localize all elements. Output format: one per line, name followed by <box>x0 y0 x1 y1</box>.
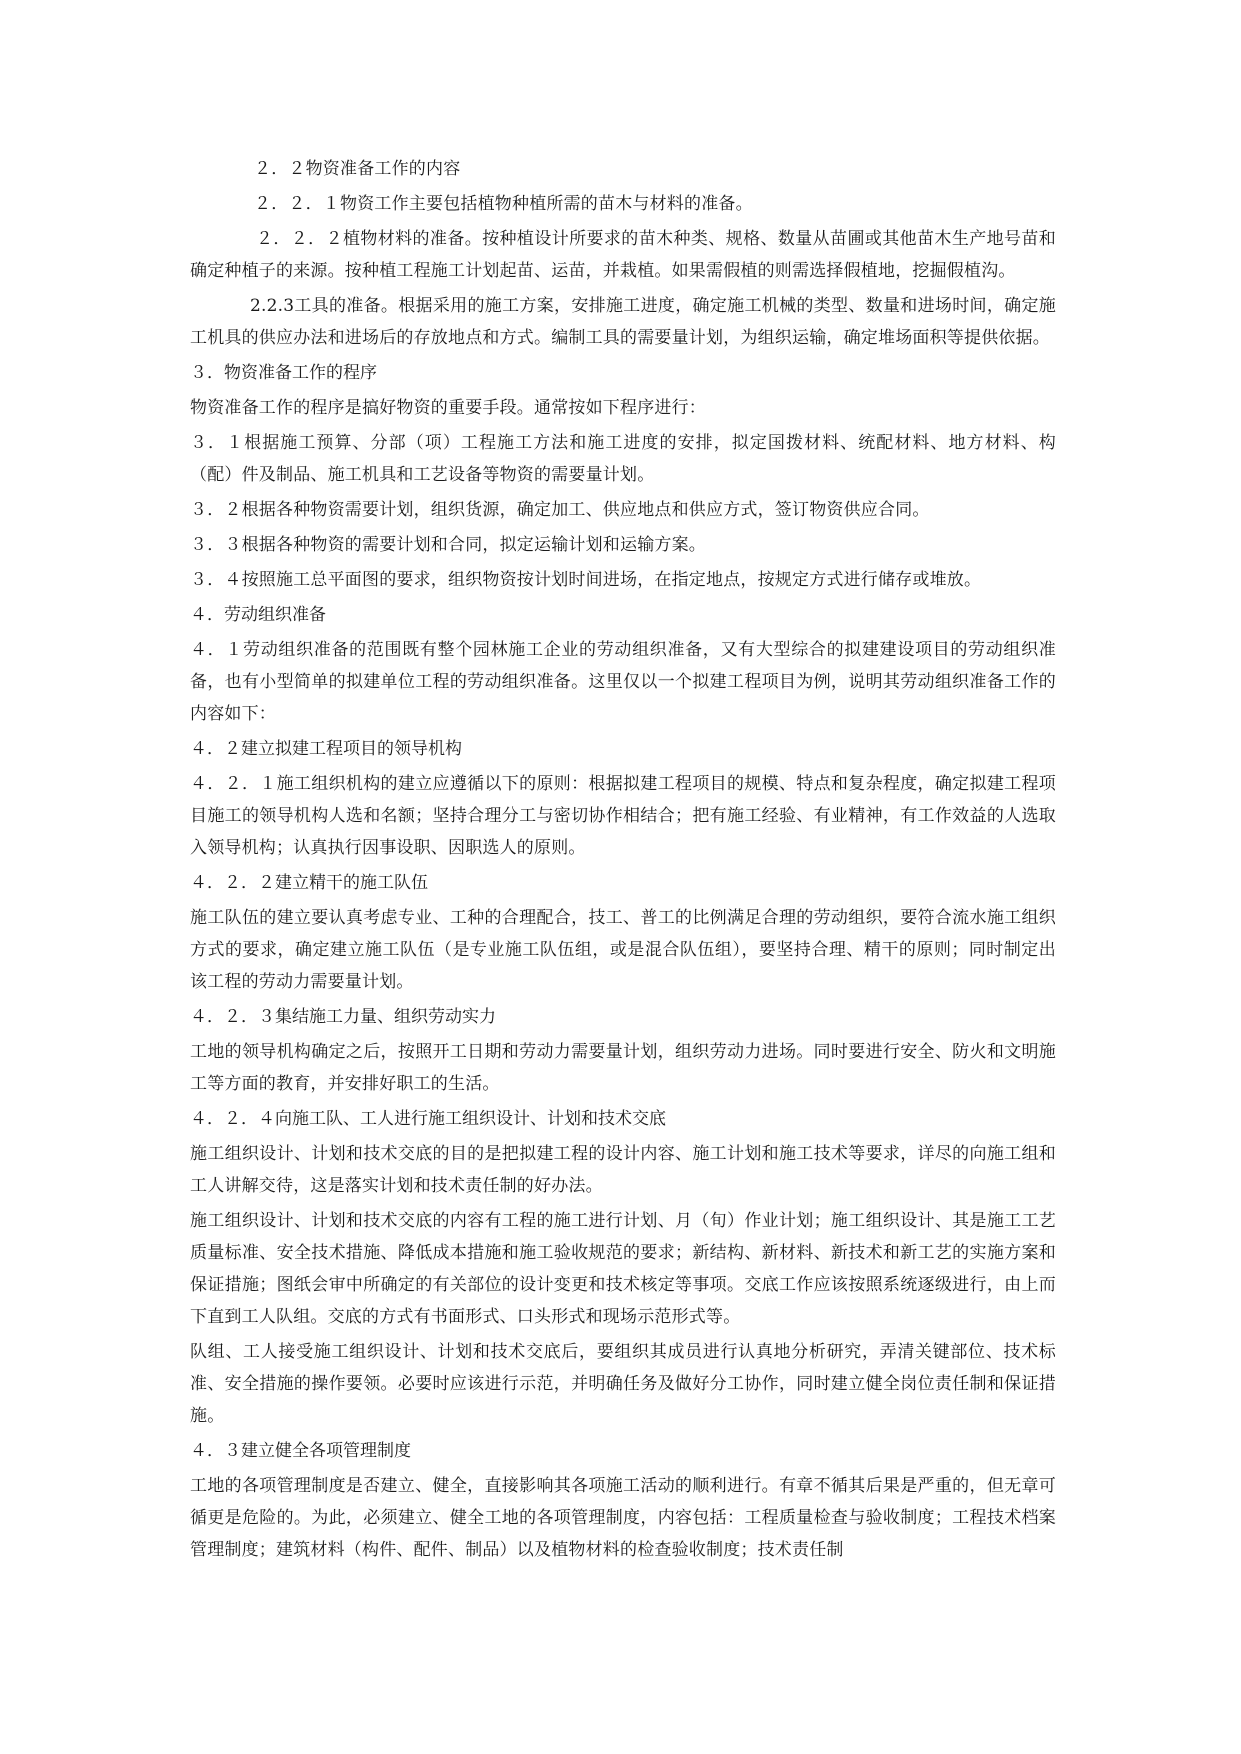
paragraph-2-2-2: ２．２．２植物材料的准备。按种植设计所要求的苗木种类、规格、数量从苗圃或其他苗木生产地号苗和确定种植子的来源。按种植工程施工计划起苗、运苗，并栽植。如果需假植的则需选择假植地，挖掘假植沟。 <box>190 229 1056 281</box>
paragraph-4-2-4-b: 施工组织设计、计划和技术交底的内容有工程的施工进行计划、月（旬）作业计划；施工组织设计、其是施工工艺质量标准、安全技术措施、降低成本措施和施工验收规范的要求；新结构、新材料、新技术和新工艺的实施方案和保证措施；图纸会审中所确定的有关部位的设计变更和技术核定等事项。交底工作应该按照系统逐级进行，由上而下直到工人队组。交底的方式有书面形式、口头形式和现场示范形式等。 <box>190 1211 1056 1327</box>
paragraph-4-2-4-c: 队组、工人接受施工组织设计、计划和技术交底后，要组织其成员进行认真地分析研究，弄清关键部位、技术标准、安全措施的操作要领。必要时应该进行示范，并明确任务及做好分工协作，同时建立健全岗位责任制和保证措施。 <box>190 1342 1056 1426</box>
paragraph-3-3: ３．３根据各种物资的需要计划和合同，拟定运输计划和运输方案。 <box>190 535 706 555</box>
paragraph-4-2-3: 工地的领导机构确定之后，按照开工日期和劳动力需要量计划，组织劳动力进场。同时要进行安全、防火和文明施工等方面的教育，并安排好职工的生活。 <box>190 1042 1056 1094</box>
section-heading-4-2-3: ４．２．３集结施工力量、组织劳动实力 <box>190 1007 496 1027</box>
section-heading-4-3: ４．３建立健全各项管理制度 <box>190 1441 411 1461</box>
paragraph-4-2-4-a: 施工组织设计、计划和技术交底的目的是把拟建工程的设计内容、施工计划和施工技术等要求，详尽的向施工组和工人讲解交待，这是落实计划和技术责任制的好办法。 <box>190 1144 1056 1196</box>
paragraph-4-1: ４．１劳动组织准备的范围既有整个园林施工企业的劳动组织准备，又有大型综合的拟建建设项目的劳动组织准备，也有小型简单的拟建单位工程的劳动组织准备。这里仅以一个拟建工程项目为例，说明其劳动组织准备工作的内容如下： <box>190 640 1056 724</box>
paragraph-2-2-1: ２．２．１物资工作主要包括植物种植所需的苗木与材料的准备。 <box>254 194 753 214</box>
section-heading-3: ３．物资准备工作的程序 <box>190 363 377 383</box>
paragraph-2-2: ２．２物资准备工作的内容 <box>254 159 461 179</box>
section-heading-4-2-4: ４．２．４向施工队、工人进行施工组织设计、计划和技术交底 <box>190 1109 666 1129</box>
document-page <box>190 153 1056 1569</box>
paragraph-3-intro: 物资准备工作的程序是搞好物资的重要手段。通常按如下程序进行： <box>190 398 706 418</box>
section-heading-4-2-2: ４．２．２建立精干的施工队伍 <box>190 873 428 893</box>
section-heading-4: ４．劳动组织准备 <box>190 605 326 625</box>
paragraph-4-3: 工地的各项管理制度是否建立、健全，直接影响其各项施工活动的顺利进行。有章不循其后果是严重的，但无章可循更是危险的。为此，必须建立、健全工地的各项管理制度，内容包括：工程质量检查与验收制度；工程技术档案管理制度；建筑材料（构件、配件、制品）以及植物材料的检查验收制度；技术责任制 <box>190 1476 1056 1560</box>
paragraph-4-2-2: 施工队伍的建立要认真考虑专业、工种的合理配合，技工、普工的比例满足合理的劳动组织，要符合流水施工组织方式的要求，确定建立施工队伍（是专业施工队伍组，或是混合队伍组），要坚持合理、精干的原则；同时制定出该工程的劳动力需要量计划。 <box>190 908 1056 992</box>
paragraph-3-1: ３．１根据施工预算、分部（项）工程施工方法和施工进度的安排，拟定国拨材料、统配材料、地方材料、构（配）件及制品、施工机具和工艺设备等物资的需要量计划。 <box>190 433 1056 485</box>
paragraph-2-2-3: 2.2.3工具的准备。根据采用的施工方案，安排施工进度，确定施工机械的类型、数量和进场时间，确定施工机具的供应办法和进场后的存放地点和方式。编制工具的需要量计划，为组织运输，确定堆场面积等提供依据。 <box>190 296 1056 348</box>
section-heading-4-2: ４．２建立拟建工程项目的领导机构 <box>190 739 462 759</box>
paragraph-4-2-1: ４．２．１施工组织机构的建立应遵循以下的原则：根据拟建工程项目的规模、特点和复杂程度，确定拟建工程项目施工的领导机构人选和名额；坚持合理分工与密切协作相结合；把有施工经验、有业精神，有工作效益的人选取入领导机构；认真执行因事设职、因职选人的原则。 <box>190 774 1056 858</box>
paragraph-3-2: ３．２根据各种物资需要计划，组织货源，确定加工、供应地点和供应方式，签订物资供应合同。 <box>190 500 930 520</box>
paragraph-3-4: ３．４按照施工总平面图的要求，组织物资按计划时间进场，在指定地点，按规定方式进行储存或堆放。 <box>190 570 982 590</box>
